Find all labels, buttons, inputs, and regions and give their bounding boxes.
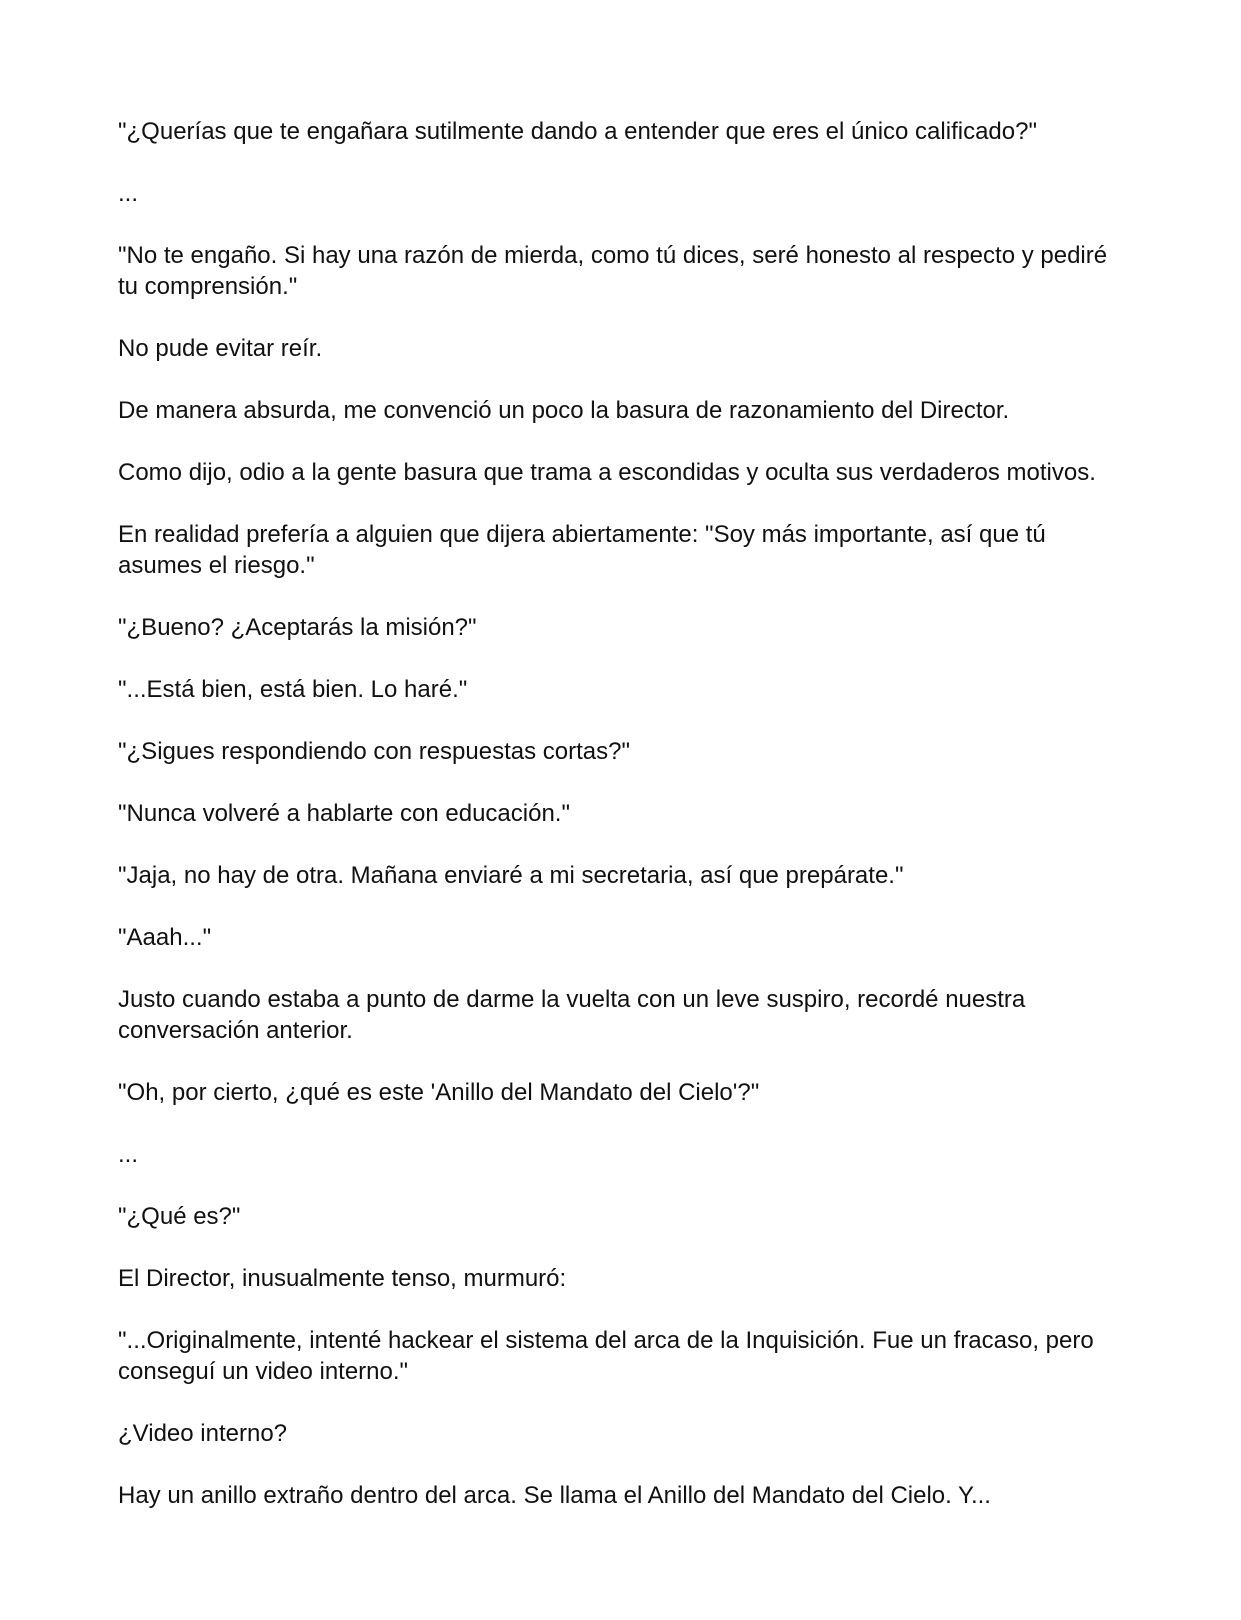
paragraph-16: ... — [118, 1141, 139, 1168]
paragraph-7: En realidad prefería a alguien que dijera abiertamente: "Soy más importante, así que tú asumes el riesgo." — [118, 521, 1046, 579]
paragraph-3: "No te engaño. Si hay una razón de mierda, como tú dices, seré honesto al respecto y pediré tu comprensión." — [118, 242, 1108, 300]
paragraph-6: Como dijo, odio a la gente basura que trama a escondidas y oculta sus verdaderos motivos. — [118, 459, 1096, 486]
paragraph-4: No pude evitar reír. — [118, 335, 323, 362]
document-body — [118, 116, 1128, 1511]
paragraph-8: "¿Bueno? ¿Aceptarás la misión?" — [118, 614, 477, 641]
paragraph-2: ... — [118, 180, 139, 207]
paragraph-20: ¿Video interno? — [118, 1420, 288, 1447]
paragraph-13: "Aaah..." — [118, 924, 212, 951]
paragraph-12: "Jaja, no hay de otra. Mañana enviaré a mi secretaria, así que prepárate." — [118, 862, 904, 889]
paragraph-15: "Oh, por cierto, ¿qué es este 'Anillo del Mandato del Cielo'?" — [118, 1079, 760, 1106]
paragraph-21: Hay un anillo extraño dentro del arca. Se llama el Anillo del Mandato del Cielo. Y... — [118, 1482, 991, 1509]
paragraph-10: "¿Sigues respondiendo con respuestas cortas?" — [118, 738, 631, 765]
paragraph-14: Justo cuando estaba a punto de darme la vuelta con un leve suspiro, recordé nuestra conversación anterior. — [118, 986, 1026, 1044]
paragraph-1: "¿Querías que te engañara sutilmente dando a entender que eres el único calificado?" — [118, 118, 1037, 145]
paragraph-11: "Nunca volveré a hablarte con educación." — [118, 800, 570, 827]
paragraph-17: "¿Qué es?" — [118, 1203, 241, 1230]
paragraph-9: "...Está bien, está bien. Lo haré." — [118, 676, 468, 703]
paragraph-5: De manera absurda, me convenció un poco la basura de razonamiento del Director. — [118, 397, 1010, 424]
paragraph-19: "...Originalmente, intenté hackear el sistema del arca de la Inquisición. Fue un fracaso, pero conseguí un video interno." — [118, 1327, 1094, 1385]
paragraph-18: El Director, inusualmente tenso, murmuró: — [118, 1265, 567, 1292]
